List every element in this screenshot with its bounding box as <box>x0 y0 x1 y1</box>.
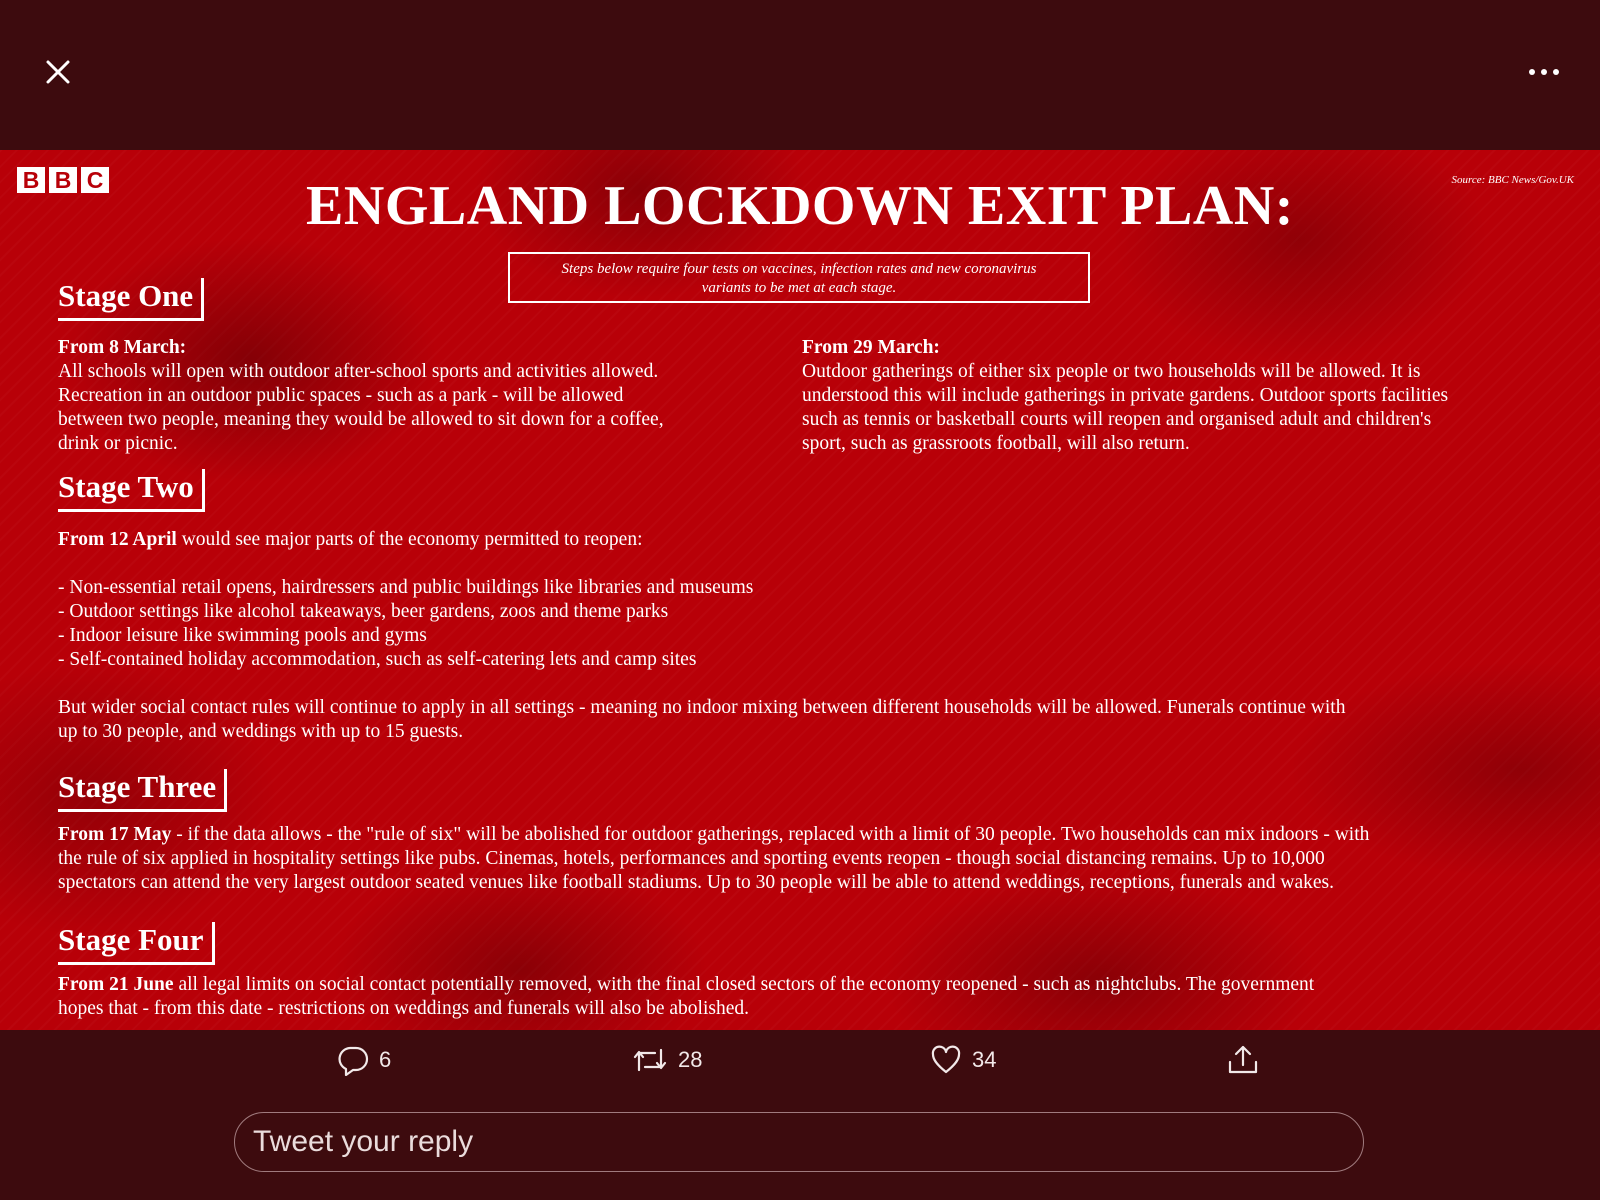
text-line: drink or picnic. <box>58 433 178 454</box>
reply-icon <box>337 1044 369 1076</box>
subtitle-box <box>508 252 1090 303</box>
close-icon <box>40 54 76 90</box>
source-note: Source: BBC News/Gov.UK <box>1451 174 1574 186</box>
more-options-button[interactable] <box>1524 54 1564 90</box>
date-label: From 21 June <box>58 974 174 995</box>
date-label: From 8 March: <box>58 337 187 358</box>
bullet-line: - Non-essential retail opens, hairdressers and public buildings like libraries and museums <box>58 577 754 598</box>
text-line: the rule of six applied in hospitality settings like pubs. Cinemas, hotels, performances and sporting events reopen - though social distancing remains. Up to 10,000 <box>58 848 1325 869</box>
top-bar <box>0 0 1600 150</box>
logo-block: C <box>81 167 109 193</box>
text-line: such as tennis or basketball courts will reopen and organised adult and children's <box>802 409 1432 430</box>
text-line: hopes that - from this date - restrictions on weddings and funerals will also be abolished. <box>58 998 750 1019</box>
subtitle-line: Steps below require four tests on vaccines, infection rates and new coronavirus <box>561 261 1037 277</box>
text-line: But wider social contact rules will continue to apply in all settings - meaning no indoor mixing between different households will be allowed. Funerals continue with <box>58 697 1346 718</box>
stage-two-text <box>58 528 1345 744</box>
reply-button[interactable] <box>337 1044 391 1076</box>
bullet-line: - Indoor leisure like swimming pools and gyms <box>58 625 427 646</box>
like-count: 34 <box>972 1047 997 1072</box>
logo-block: B <box>17 167 45 193</box>
text-line: spectators can attend the very largest outdoor seated venues like football stadiums. Up to 30 people will be able to attend weddings, receptions, funerals and wakes. <box>58 872 1334 893</box>
infographic-title: ENGLAND LOCKDOWN EXIT PLAN: <box>306 175 1294 237</box>
subtitle-line: variants to be met at each stage. <box>701 280 897 296</box>
close-button[interactable] <box>40 54 76 90</box>
retweet-icon <box>632 1044 668 1076</box>
text-line <box>58 528 1345 552</box>
tweet-image[interactable] <box>0 150 1600 1030</box>
share-button[interactable] <box>1226 1044 1260 1076</box>
stage-two-heading: Stage Two <box>58 469 205 512</box>
heart-icon <box>930 1044 962 1076</box>
text-line: Recreation in an outdoor public spaces - such as a park - will be allowed <box>58 385 624 406</box>
text-line: Outdoor gatherings of either six people or two households will be allowed. It is <box>802 361 1421 382</box>
bullet-line: - Self-contained holiday accommodation, such as self-catering lets and camp sites <box>58 649 697 670</box>
stage-one-heading: Stage One <box>58 278 204 321</box>
bullet-line: - Outdoor settings like alcohol takeaways, beer gardens, zoos and theme parks <box>58 601 669 622</box>
stage-three-heading: Stage Three <box>58 769 227 812</box>
retweet-count: 28 <box>678 1047 703 1072</box>
text-line: All schools will open with outdoor after-school sports and activities allowed. <box>58 361 659 382</box>
logo-block: B <box>49 167 77 193</box>
stage-one-right-text <box>802 336 1448 456</box>
retweet-button[interactable] <box>632 1044 702 1076</box>
text-fragment: - if the data allows - the "rule of six" will be abolished for outdoor gatherings, replaced with a limit of 30 people. Two households can mix indoors - with <box>171 824 1370 845</box>
share-icon <box>1226 1044 1260 1076</box>
text-line <box>58 823 1369 847</box>
reply-input[interactable] <box>234 1112 1364 1172</box>
tweet-actions <box>0 1030 1600 1090</box>
text-line: understood this will include gatherings in private gardens. Outdoor sports facilities <box>802 385 1449 406</box>
text-line: sport, such as grassroots football, will also return. <box>802 433 1190 454</box>
date-label: From 29 March: <box>802 337 940 358</box>
stage-four-heading: Stage Four <box>58 922 215 965</box>
text-line: up to 30 people, and weddings with up to 15 guests. <box>58 721 464 742</box>
text-fragment: would see major parts of the economy permitted to reopen: <box>176 529 643 550</box>
date-label: From 12 April <box>58 529 177 550</box>
date-label: From 17 May <box>58 824 172 845</box>
stage-four-text <box>58 973 1314 1021</box>
stage-three-text <box>58 823 1369 895</box>
text-line: between two people, meaning they would be allowed to sit down for a coffee, <box>58 409 664 430</box>
text-line <box>58 973 1314 997</box>
more-icon <box>1524 54 1564 90</box>
stage-one-left-text <box>58 336 664 456</box>
reply-count: 6 <box>379 1047 392 1072</box>
text-fragment: all legal limits on social contact potentially removed, with the final closed sectors of the economy reopened - such as nightclubs. The government <box>173 974 1315 995</box>
like-button[interactable] <box>930 1044 996 1076</box>
